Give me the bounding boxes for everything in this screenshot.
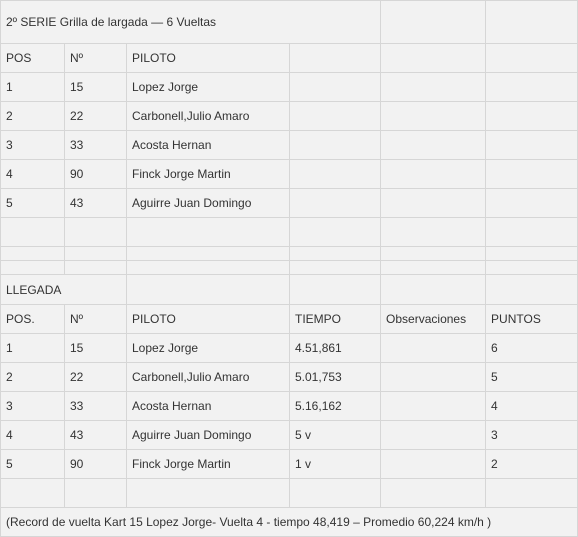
cell-piloto: Aguirre Juan Domingo	[127, 421, 290, 450]
cell-tiempo: 5 v	[290, 421, 381, 450]
table-row	[1, 189, 578, 218]
cell-puntos: 2	[486, 450, 578, 479]
table-row	[1, 334, 578, 363]
header-observaciones: Observaciones	[381, 305, 486, 334]
cell-num: 22	[65, 363, 127, 392]
cell-puntos: 6	[486, 334, 578, 363]
cell-pos: 5	[1, 450, 65, 479]
cell-puntos: 3	[486, 421, 578, 450]
cell-pos: 5	[1, 189, 65, 218]
cell-piloto: Acosta Hernan	[127, 131, 290, 160]
header-piloto: PILOTO	[127, 44, 290, 73]
cell-observaciones	[381, 363, 486, 392]
table-row	[1, 392, 578, 421]
serie-title: 2º SERIE Grilla de largada — 6 Vueltas	[1, 1, 381, 44]
cell-piloto: Carbonell,Julio Amaro	[127, 363, 290, 392]
header-pos: POS.	[1, 305, 65, 334]
lap-record-note: (Record de vuelta Kart 15 Lopez Jorge- Vuelta 4 - tiempo 48,419 – Promedio 60,224 km/h )	[1, 508, 578, 537]
cell-num: 43	[65, 189, 127, 218]
cell-piloto: Finck Jorge Martin	[127, 450, 290, 479]
cell-observaciones	[381, 450, 486, 479]
cell-pos: 4	[1, 421, 65, 450]
empty-row	[1, 247, 578, 261]
header-pos: POS	[1, 44, 65, 73]
table-row	[1, 421, 578, 450]
cell-piloto: Aguirre Juan Domingo	[127, 189, 290, 218]
cell-num: 43	[65, 421, 127, 450]
footer-row	[1, 508, 578, 537]
cell-observaciones	[381, 392, 486, 421]
cell-pos: 4	[1, 160, 65, 189]
cell-pos: 1	[1, 334, 65, 363]
cell-piloto: Lopez Jorge	[127, 73, 290, 102]
llegada-title-row	[1, 275, 578, 305]
cell-puntos: 5	[486, 363, 578, 392]
table-row	[1, 102, 578, 131]
cell-piloto: Finck Jorge Martin	[127, 160, 290, 189]
cell-num: 90	[65, 160, 127, 189]
cell-tiempo: 5.16,162	[290, 392, 381, 421]
table-row	[1, 363, 578, 392]
cell-tiempo: 5.01,753	[290, 363, 381, 392]
cell-piloto: Acosta Hernan	[127, 392, 290, 421]
header-num: Nº	[65, 44, 127, 73]
cell-pos: 2	[1, 102, 65, 131]
cell-piloto: Lopez Jorge	[127, 334, 290, 363]
llegada-header-row	[1, 305, 578, 334]
empty-row	[1, 479, 578, 508]
table-row	[1, 131, 578, 160]
cell-puntos: 4	[486, 392, 578, 421]
cell-pos: 3	[1, 131, 65, 160]
cell-pos: 3	[1, 392, 65, 421]
cell-num: 22	[65, 102, 127, 131]
cell-piloto: Carbonell,Julio Amaro	[127, 102, 290, 131]
header-num: Nº	[65, 305, 127, 334]
cell-num: 15	[65, 334, 127, 363]
empty-row	[1, 261, 578, 275]
cell-num: 15	[65, 73, 127, 102]
serie-header-row	[1, 44, 578, 73]
cell-observaciones	[381, 421, 486, 450]
header-piloto: PILOTO	[127, 305, 290, 334]
cell-num: 90	[65, 450, 127, 479]
cell-num: 33	[65, 131, 127, 160]
llegada-title: LLEGADA	[1, 275, 127, 305]
cell-tiempo: 4.51,861	[290, 334, 381, 363]
cell-observaciones	[381, 334, 486, 363]
table-row	[1, 73, 578, 102]
header-tiempo: TIEMPO	[290, 305, 381, 334]
cell-tiempo: 1 v	[290, 450, 381, 479]
table-row	[1, 160, 578, 189]
cell-pos: 1	[1, 73, 65, 102]
empty-row	[1, 218, 578, 247]
cell-num: 33	[65, 392, 127, 421]
header-puntos: PUNTOS	[486, 305, 578, 334]
table-row	[1, 450, 578, 479]
cell-pos: 2	[1, 363, 65, 392]
serie-title-row	[1, 1, 578, 44]
